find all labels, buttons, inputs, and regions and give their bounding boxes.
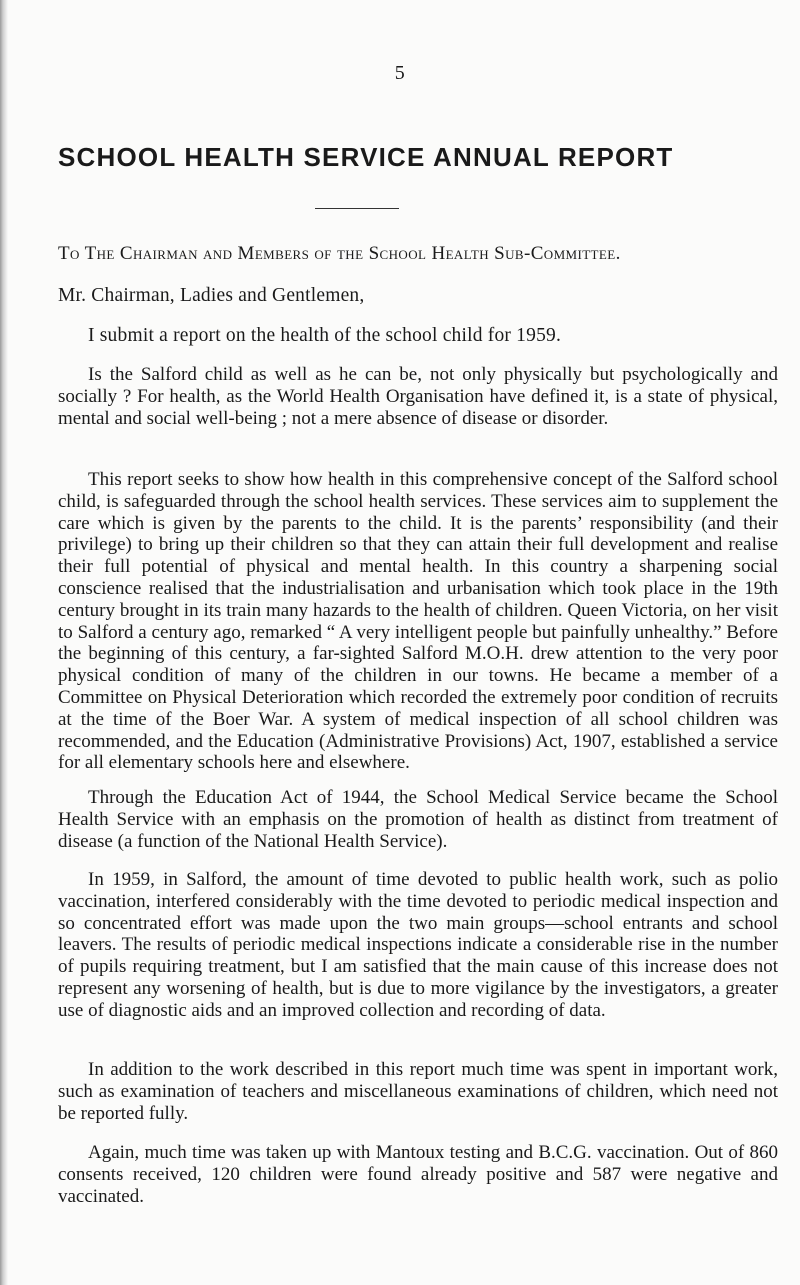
paragraph-education-act: Through the Education Act of 1944, the School Medical Service became the School Health Service with an emphasis on the promotion of health as distinct from treatment of disease (a function of the National Health Service). [58,787,778,852]
intro-sentence: I submit a report on the health of the school child for 1959. [88,325,562,346]
paragraph-health-definition: Is the Salford child as well as he can be, not only physically but psychologically and socially ? For health, as the World Health Organisation have defined it, is a state of physical, mental and social well-being ; not a mere absence of disease or disorder. [58,364,778,429]
paragraph-history: This report seeks to show how health in this comprehensive concept of the Salford school child, is safeguarded through the school health services. These services aim to supplement the care which is given by the parents to the child. It is the parents’ responsibility (and their privilege) to bring up their children so that they can attain their full development and realise their full potential of physical and mental health. In this country a sharpening social conscience realised that the industrialisation and urbanisation which took place in the 19th century brought in its train many hazards to the health of children. Queen Victoria, on her visit to Salford a century ago, remarked “ A very intelligent people but painfully unhealthy.” Before the beginning of this century, a far-sighted Salford M.O.H. drew attention to the very poor physical condition of many of the children in our towns. He became a member of a Committee on Physical Deterioration which recorded the extremely poor condition of recruits at the time of the Boer War. A system of medical inspection of all school children was recommended, and the Education (Administrative Provisions) Act, 1907, established a service for all elementary schools here and elsewhere. [58,469,778,774]
salutation: Mr. Chairman, Ladies and Gentlemen, [58,285,365,306]
title-divider [315,208,399,209]
paragraph-1959-inspections: In 1959, in Salford, the amount of time devoted to public health work, such as polio vaccination, interfered considerably with the time devoted to periodic medical inspection and so concentrated effort was made upon the two main groups—school entrants and school leavers. The results of periodic medical inspections indicate a considerable rise in the number of pupils requiring treatment, but I am satisfied that the main cause of this increase does not represent any worsening of health, but is due to more vigilance by the investigators, a greater use of diagnostic aids and an improved collection and recording of data. [58,869,778,1021]
report-title: SCHOOL HEALTH SERVICE ANNUAL REPORT [58,142,674,172]
binding-edge-shadow [0,0,8,1285]
paragraph-mantoux-bcg: Again, much time was taken up with Mantoux testing and B.C.G. vaccination. Out of 860 consents received, 120 children were found already positive and 587 were negative and vaccinated. [58,1142,778,1207]
paragraph-additional-work: In addition to the work described in this report much time was spent in important work, such as examination of teachers and miscellaneous examinations of children, which need not be reported fully. [58,1059,778,1124]
addressee-line: To The Chairman and Members of the School Health Sub-Committee. [58,243,621,264]
page-number: 5 [394,62,406,84]
